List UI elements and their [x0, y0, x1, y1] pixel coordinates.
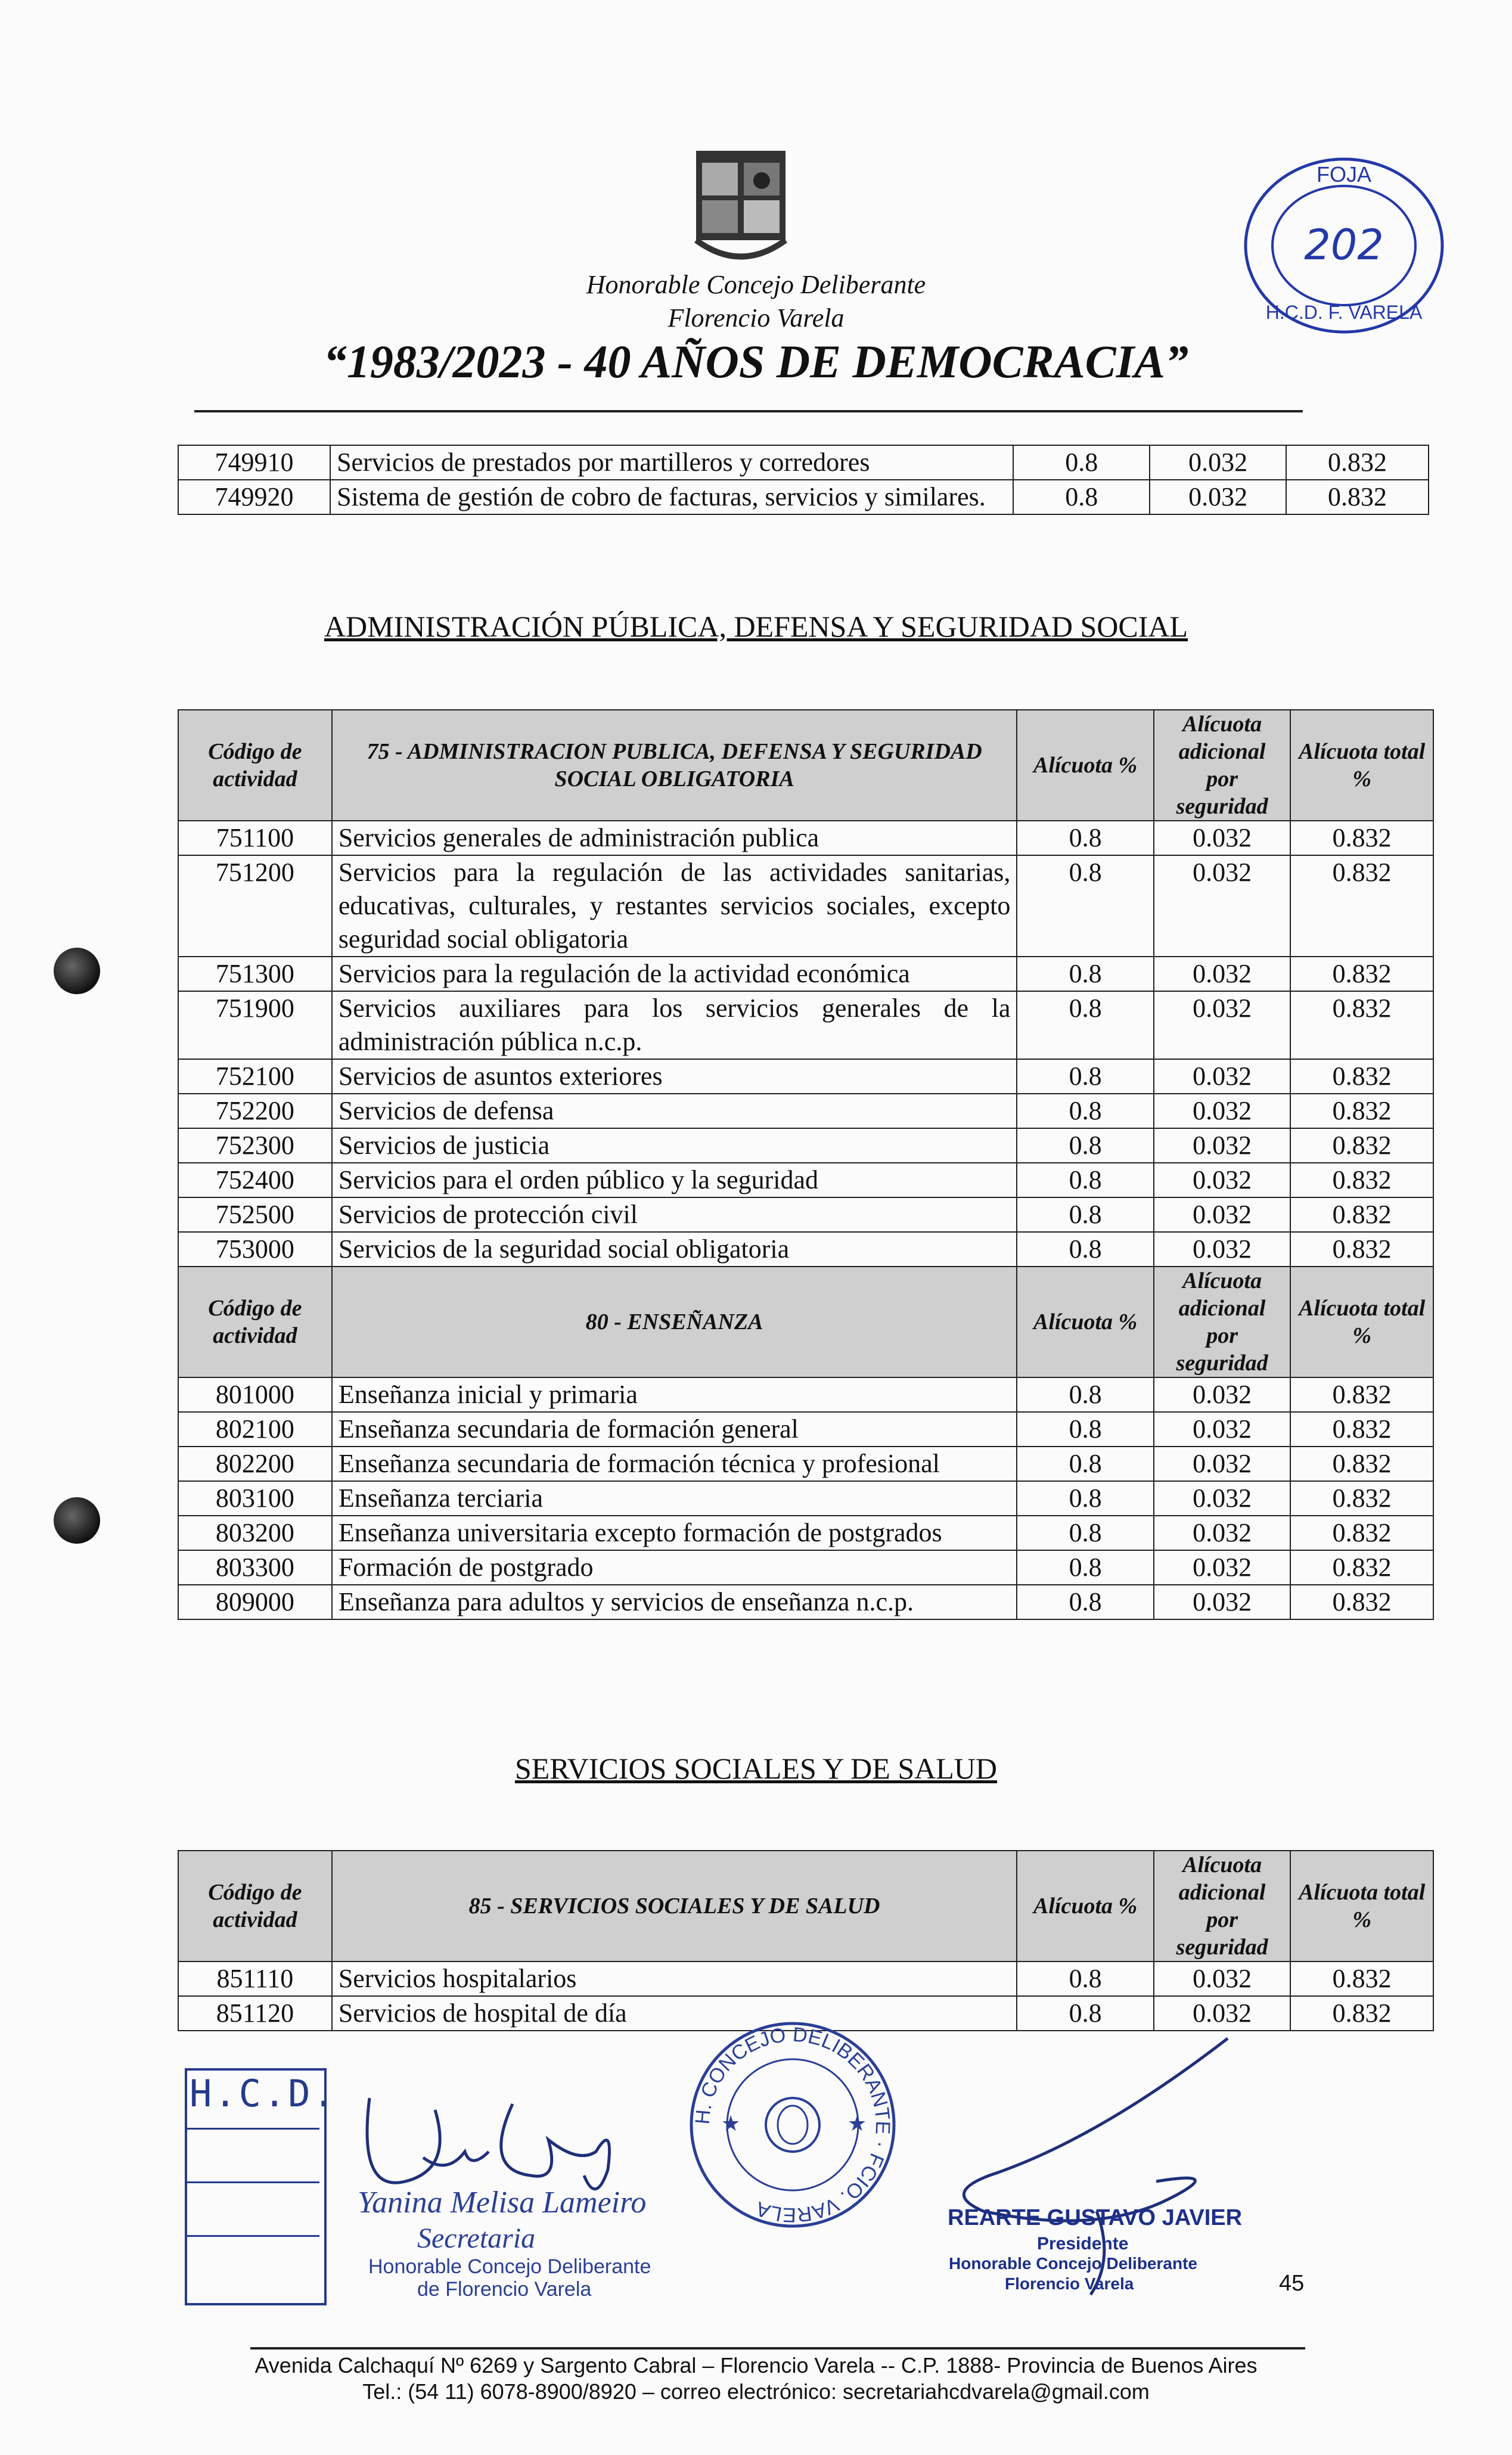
- header-group-85: 85 - SERVICIOS SOCIALES Y DE SALUD: [332, 1851, 1017, 1961]
- total-rate-value: 0.832: [1290, 1996, 1433, 2031]
- rate-value: 0.8: [1017, 1961, 1154, 1996]
- rate-value: 0.8: [1017, 1232, 1154, 1267]
- activity-description: Servicios para el orden público y la seguridad: [332, 1163, 1017, 1197]
- table-row: [178, 1585, 1433, 1619]
- header-rate: Alícuota %: [1017, 710, 1154, 821]
- additional-rate-value: 0.032: [1154, 1094, 1291, 1128]
- institution-city: Florencio Varela: [667, 303, 845, 333]
- rate-value: 0.8: [1017, 1585, 1154, 1619]
- table-row: [178, 480, 1429, 514]
- total-rate-value: 0.832: [1286, 445, 1429, 480]
- activity-code: 801000: [178, 1377, 332, 1412]
- activity-code: 851110: [178, 1961, 332, 1996]
- table-row: [178, 1516, 1433, 1550]
- header-total-rate: Alícuota total %: [1290, 1851, 1433, 1961]
- rate-value: 0.8: [1017, 821, 1154, 855]
- activity-description: Servicios de hospital de día: [332, 1996, 1017, 2031]
- secretary-role: Secretaria: [417, 2223, 536, 2254]
- rate-value: 0.8: [1017, 1412, 1154, 1447]
- administration-education-table: [178, 709, 1434, 1620]
- rate-value: 0.8: [1017, 855, 1154, 957]
- rate-value: 0.8: [1017, 1094, 1154, 1128]
- table-header-row: [178, 710, 1433, 821]
- activity-description: Enseñanza universitaria excepto formación de postgrados: [332, 1516, 1017, 1550]
- activity-code: 752100: [178, 1059, 332, 1094]
- footer-contact: Tel.: (54 11) 6078-8900/8920 – correo electrónico: secretariahcdvarela@gmail.com: [362, 2379, 1150, 2404]
- total-rate-value: 0.832: [1290, 1163, 1433, 1197]
- total-rate-value: 0.832: [1290, 1516, 1433, 1550]
- foja-label: FOJA: [1316, 162, 1372, 187]
- rate-value: 0.8: [1017, 1377, 1154, 1412]
- activity-description: Servicios auxiliares para los servicios generales de la administración pública n.c.p.: [332, 991, 1017, 1059]
- activity-description: Servicios de prestados por martilleros y corredores: [330, 445, 1013, 480]
- header-rate: Alícuota %: [1017, 1851, 1154, 1961]
- additional-rate-value: 0.032: [1150, 445, 1286, 480]
- header-additional-rate: Alícuota adicional por seguridad: [1154, 1267, 1291, 1377]
- additional-rate-value: 0.032: [1154, 1550, 1291, 1585]
- seal-text: H. CONCEJO DELIBERANTE · FCIO. VARELA: [691, 2023, 895, 2227]
- secretary-institution: Honorable Concejo Deliberante: [368, 2255, 651, 2278]
- footer-address: Avenida Calchaquí Nº 6269 y Sargento Cabral – Florencio Varela -- C.P. 1888- Provincia de Buenos Aires: [254, 2353, 1258, 2378]
- punch-hole: [54, 948, 100, 994]
- activity-description: Servicios de la seguridad social obligatoria: [332, 1232, 1017, 1267]
- additional-rate-value: 0.032: [1154, 1996, 1291, 2031]
- additional-rate-value: 0.032: [1154, 1412, 1291, 1447]
- hcd-stamp-line: [187, 2235, 319, 2237]
- additional-rate-value: 0.032: [1154, 1961, 1291, 1996]
- rate-value: 0.8: [1017, 1550, 1154, 1585]
- activity-code: 751200: [178, 855, 332, 957]
- activity-code: 752200: [178, 1094, 332, 1128]
- additional-rate-value: 0.032: [1154, 1481, 1291, 1516]
- additional-rate-value: 0.032: [1154, 991, 1291, 1059]
- total-rate-value: 0.832: [1290, 1447, 1433, 1481]
- punch-hole: [54, 1497, 100, 1544]
- additional-rate-value: 0.032: [1154, 1585, 1291, 1619]
- total-rate-value: 0.832: [1290, 1550, 1433, 1585]
- additional-rate-value: 0.032: [1154, 1516, 1291, 1550]
- rate-value: 0.8: [1017, 1059, 1154, 1094]
- hcd-stamp-line: [187, 2181, 319, 2183]
- header-rate: Alícuota %: [1017, 1267, 1154, 1377]
- table-row: [178, 855, 1433, 957]
- total-rate-value: 0.832: [1290, 821, 1433, 855]
- activity-code: 749910: [178, 445, 330, 480]
- activity-code: 751300: [178, 957, 332, 991]
- rate-value: 0.8: [1013, 445, 1150, 480]
- foja-stamp: [1237, 152, 1451, 340]
- header-total-rate: Alícuota total %: [1290, 1267, 1433, 1377]
- secretary-name: Yanina Melisa Lameiro: [358, 2186, 647, 2220]
- header-code: Código de actividad: [178, 710, 332, 821]
- table-row: [178, 1232, 1433, 1267]
- total-rate-value: 0.832: [1290, 1585, 1433, 1619]
- total-rate-value: 0.832: [1290, 991, 1433, 1059]
- foja-bottom-text: H.C.D. F. VARELA: [1265, 302, 1423, 323]
- council-crest-icon: [684, 148, 797, 267]
- hcd-stamp-line: [187, 2128, 319, 2130]
- additional-rate-value: 0.032: [1154, 1059, 1291, 1094]
- activity-code: 752300: [178, 1128, 332, 1163]
- total-rate-value: 0.832: [1290, 1197, 1433, 1232]
- additional-rate-value: 0.032: [1154, 1197, 1291, 1232]
- section-title-administration: ADMINISTRACIÓN PÚBLICA, DEFENSA Y SEGURIDAD SOCIAL: [324, 610, 1188, 643]
- table-row: [178, 1377, 1433, 1412]
- president-institution: Honorable Concejo Deliberante: [949, 2254, 1197, 2273]
- activity-description: Servicios hospitalarios: [332, 1961, 1017, 1996]
- secretary-institution-city: de Florencio Varela: [417, 2278, 592, 2301]
- total-rate-value: 0.832: [1290, 957, 1433, 991]
- activity-description: Servicios de justicia: [332, 1128, 1017, 1163]
- rate-value: 0.8: [1017, 1996, 1154, 2031]
- table-row: [178, 957, 1433, 991]
- svg-text:★: ★: [721, 2112, 741, 2136]
- activity-code: 803100: [178, 1481, 332, 1516]
- table-row: [178, 1128, 1433, 1163]
- additional-rate-value: 0.032: [1154, 1128, 1291, 1163]
- table-row: [178, 1197, 1433, 1232]
- footer-divider: [250, 2347, 1305, 2350]
- table-row: [178, 1059, 1433, 1094]
- header-total-rate: Alícuota total %: [1290, 710, 1433, 821]
- page-number: 45: [1279, 2271, 1305, 2296]
- table-row: [178, 991, 1433, 1059]
- additional-rate-value: 0.032: [1154, 1163, 1291, 1197]
- additional-rate-value: 0.032: [1154, 1377, 1291, 1412]
- header-group-75: 75 - ADMINISTRACION PUBLICA, DEFENSA Y SEGURIDAD SOCIAL OBLIGATORIA: [332, 710, 1017, 821]
- activity-description: Servicios para la regulación de las actividades sanitarias, educativas, culturales, y restantes servicios sociales, excepto seguridad social obligatoria: [332, 855, 1017, 957]
- header-additional-rate: Alícuota adicional por seguridad: [1154, 710, 1291, 821]
- president-name: REARTE GUSTAVO JAVIER: [948, 2205, 1243, 2230]
- health-services-table: [178, 1850, 1434, 2031]
- activity-code: 751100: [178, 821, 332, 855]
- rate-value: 0.8: [1017, 1481, 1154, 1516]
- activity-description: Servicios de protección civil: [332, 1197, 1017, 1232]
- activity-code: 851120: [178, 1996, 332, 2031]
- total-rate-value: 0.832: [1286, 480, 1429, 514]
- activity-description: Enseñanza secundaria de formación técnica y profesional: [332, 1447, 1017, 1481]
- council-seal: [685, 2018, 900, 2232]
- activity-description: Enseñanza terciaria: [332, 1481, 1017, 1516]
- total-rate-value: 0.832: [1290, 1481, 1433, 1516]
- rate-value: 0.8: [1013, 480, 1150, 514]
- total-rate-value: 0.832: [1290, 855, 1433, 957]
- activity-description: Servicios de asuntos exteriores: [332, 1059, 1017, 1094]
- header-motto: “1983/2023 - 40 AÑOS DE DEMOCRACIA”: [323, 336, 1189, 387]
- additional-rate-value: 0.032: [1154, 855, 1291, 957]
- table-row: [178, 1163, 1433, 1197]
- activity-code: 753000: [178, 1232, 332, 1267]
- total-rate-value: 0.832: [1290, 1377, 1433, 1412]
- table-row: [178, 1412, 1433, 1447]
- rate-value: 0.8: [1017, 1447, 1154, 1481]
- header-code: Código de actividad: [178, 1267, 332, 1377]
- total-rate-value: 0.832: [1290, 1961, 1433, 1996]
- total-rate-value: 0.832: [1290, 1094, 1433, 1128]
- table-row: [178, 445, 1429, 480]
- rate-value: 0.8: [1017, 1516, 1154, 1550]
- additional-rate-value: 0.032: [1154, 821, 1291, 855]
- foja-number: 202: [1304, 221, 1384, 269]
- table-row: [178, 1447, 1433, 1481]
- rate-value: 0.8: [1017, 991, 1154, 1059]
- table-row: [178, 821, 1433, 855]
- activity-code: 803300: [178, 1550, 332, 1585]
- activity-code: 752400: [178, 1163, 332, 1197]
- rate-value: 0.8: [1017, 1128, 1154, 1163]
- table-header-row: [178, 1851, 1433, 1961]
- table-row: [178, 1550, 1433, 1585]
- activity-description: Sistema de gestión de cobro de facturas, servicios y similares.: [330, 480, 1013, 514]
- activity-description: Formación de postgrado: [332, 1550, 1017, 1585]
- activity-description: Servicios para la regulación de la actividad económica: [332, 957, 1017, 991]
- president-role: Presidente: [1037, 2234, 1129, 2254]
- activity-description: Servicios de defensa: [332, 1094, 1017, 1128]
- rate-value: 0.8: [1017, 1163, 1154, 1197]
- activity-description: Enseñanza para adultos y servicios de enseñanza n.c.p.: [332, 1585, 1017, 1619]
- activity-code: 752500: [178, 1197, 332, 1232]
- additional-rate-value: 0.032: [1154, 957, 1291, 991]
- table-row: [178, 1481, 1433, 1516]
- hcd-stamp-label: H.C.D.: [190, 2072, 337, 2115]
- table-row: [178, 1961, 1433, 1996]
- svg-text:★: ★: [847, 2112, 867, 2136]
- activity-code: 749920: [178, 480, 330, 514]
- table-header-row: [178, 1267, 1433, 1377]
- total-rate-value: 0.832: [1290, 1128, 1433, 1163]
- continuation-table: [178, 445, 1429, 515]
- total-rate-value: 0.832: [1290, 1232, 1433, 1267]
- rate-value: 0.8: [1017, 1197, 1154, 1232]
- activity-description: Enseñanza inicial y primaria: [332, 1377, 1017, 1412]
- header-additional-rate: Alícuota adicional por seguridad: [1154, 1851, 1291, 1961]
- header-code: Código de actividad: [178, 1851, 332, 1961]
- total-rate-value: 0.832: [1290, 1412, 1433, 1447]
- activity-description: Enseñanza secundaria de formación general: [332, 1412, 1017, 1447]
- total-rate-value: 0.832: [1290, 1059, 1433, 1094]
- institution-name: Honorable Concejo Deliberante: [586, 270, 926, 299]
- section-title-health: SERVICIOS SOCIALES Y DE SALUD: [514, 1752, 997, 1785]
- activity-code: 803200: [178, 1516, 332, 1550]
- additional-rate-value: 0.032: [1154, 1232, 1291, 1267]
- additional-rate-value: 0.032: [1154, 1447, 1291, 1481]
- activity-code: 809000: [178, 1585, 332, 1619]
- activity-code: 802200: [178, 1447, 332, 1481]
- additional-rate-value: 0.032: [1150, 480, 1286, 514]
- activity-description: Servicios generales de administración publica: [332, 821, 1017, 855]
- header-divider: [194, 410, 1303, 412]
- table-row: [178, 1094, 1433, 1128]
- rate-value: 0.8: [1017, 957, 1154, 991]
- header-group-80: 80 - ENSEÑANZA: [332, 1267, 1017, 1377]
- activity-code: 751900: [178, 991, 332, 1059]
- activity-code: 802100: [178, 1412, 332, 1447]
- president-institution-city: Florencio Varela: [1005, 2274, 1134, 2293]
